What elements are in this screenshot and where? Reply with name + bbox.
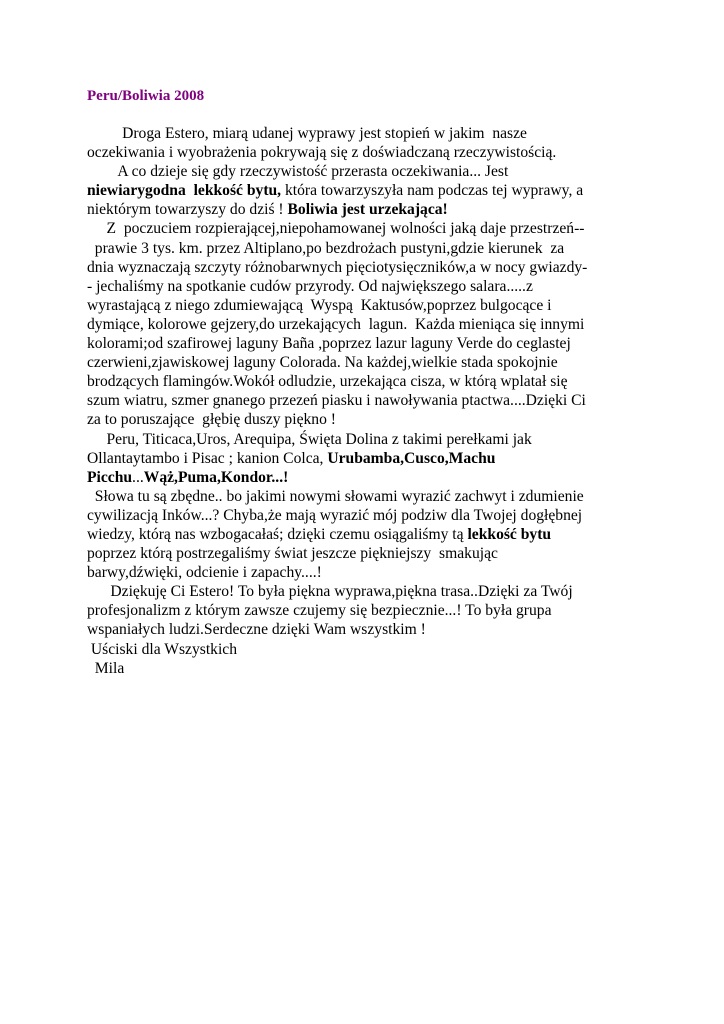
text-segment: dymiące, kolorowe gejzery,do urzekających lagun. Każda mieniąca się innymi <box>87 315 585 333</box>
text-segment: poprzez którą postrzegaliśmy świat jeszcze piękniejszy smakując <box>87 545 498 563</box>
bold-text-segment: Wąż,Puma,Kondor...! <box>143 468 289 486</box>
text-line <box>87 181 657 200</box>
text-line <box>87 239 657 258</box>
text-line <box>87 430 657 449</box>
text-segment: kolorami;od szafirowej laguny Baña ,poprzez lazur laguny Verde do ceglastej <box>87 335 571 353</box>
letter-body <box>87 124 657 678</box>
text-line <box>87 200 657 219</box>
text-segment: oczekiwania i wyobrażenia pokrywają się z doświadczaną rzeczywistością. <box>87 144 557 162</box>
text-segment: brodzących flamingów.Wokół odludzie, urzekająca cisza, w którą wplatał się <box>87 373 568 391</box>
text-segment: prawie 3 tys. km. przez Altiplano,po bezdrożach pustyni,gdzie kierunek za <box>87 239 565 257</box>
text-line <box>87 277 657 296</box>
text-segment: Słowa tu są zbędne.. bo jakimi nowymi słowami wyrazić zachwyt i zdumienie <box>87 487 584 505</box>
text-line <box>87 525 657 544</box>
text-segment: dnia wyznaczają szczyty różnobarwnych pięciotysięczników,a w nocy gwiazdy- <box>87 258 588 276</box>
text-segment: wiedzy, którą nas wzbogacałaś; dzięki czemu osiągaliśmy tą <box>87 525 468 543</box>
text-line <box>87 620 657 639</box>
text-line <box>87 124 657 143</box>
text-line <box>87 258 657 277</box>
text-line <box>87 391 657 410</box>
text-segment: cywilizacją Inków...? Chyba,że mają wyrazić mój podziw dla Twojej dogłębnej <box>87 506 583 524</box>
text-segment: Mila <box>87 659 125 677</box>
text-segment: Droga Estero, miarą udanej wyprawy jest stopień w jakim nasze <box>87 125 527 142</box>
text-line <box>87 468 657 487</box>
text-line <box>87 640 657 659</box>
text-segment: która towarzyszyła nam podczas tej wyprawy, a <box>281 182 584 200</box>
text-line <box>87 372 657 391</box>
text-segment: Dziękuję Ci Estero! To była piękna wyprawa,piękna trasa..Dzięki za Twój <box>87 583 573 601</box>
text-line <box>87 334 657 353</box>
text-line <box>87 601 657 620</box>
text-segment: - jechaliśmy na spotkanie cudów przyrody. Od największego salara.....z <box>87 277 533 295</box>
text-line <box>87 296 657 315</box>
text-segment: niektórym towarzyszy do dziś ! <box>87 201 288 219</box>
bold-text-segment: niewiarygodna lekkość bytu, <box>87 182 282 200</box>
text-line <box>87 544 657 563</box>
text-line <box>87 449 657 468</box>
text-line <box>87 487 657 506</box>
document-title: Peru/Boliwia 2008 <box>87 88 205 104</box>
text-segment: barwy,dźwięki, odcienie i zapachy....! <box>87 564 322 582</box>
text-segment: profesjonalizm z którym zawsze czujemy się bezpiecznie...! To była grupa <box>87 602 552 620</box>
text-segment: wspaniałych ludzi.Serdeczne dzięki Wam wszystkim ! <box>87 621 426 639</box>
text-segment: czerwieni,zjawiskowej laguny Colorada. Na każdej,wielkie stada spokojnie <box>87 354 558 372</box>
text-line <box>87 353 657 372</box>
bold-text-segment: Picchu <box>87 468 133 486</box>
bold-text-segment: Boliwia jest urzekająca! <box>287 201 448 219</box>
text-line <box>87 315 657 334</box>
text-segment: za to poruszające głębię duszy piękno ! <box>87 411 336 429</box>
text-line <box>87 162 657 181</box>
text-segment: wyrastającą z niego zdumiewającą Wyspą Kaktusów,poprzez bulgocące i <box>87 296 552 314</box>
text-line <box>87 143 657 162</box>
text-line <box>87 659 657 678</box>
bold-text-segment: lekkość bytu <box>467 525 552 543</box>
text-line <box>87 410 657 429</box>
text-line <box>87 506 657 525</box>
bold-text-segment: Urubamba,Cusco,Machu <box>327 449 496 467</box>
text-segment: szum wiatru, szmer gnanego przezeń piasku i nawoływania ptactwa....Dzięki Ci <box>87 392 586 410</box>
text-segment: Peru, Titicaca,Uros, Arequipa, Święta Dolina z takimi perełkami jak <box>87 430 532 448</box>
text-line <box>87 582 657 601</box>
text-line <box>87 563 657 582</box>
text-segment: Z poczuciem rozpierającej,niepohamowanej wolności jaką daje przestrzeń-- <box>87 220 585 238</box>
text-segment: Uściski dla Wszystkich <box>87 640 237 658</box>
text-line <box>87 219 657 238</box>
text-segment: ... <box>132 468 144 486</box>
text-segment: A co dzieje się gdy rzeczywistość przerasta oczekiwania... Jest <box>87 163 509 181</box>
text-segment: Ollantaytambo i Pisac ; kanion Colca, <box>87 449 328 467</box>
